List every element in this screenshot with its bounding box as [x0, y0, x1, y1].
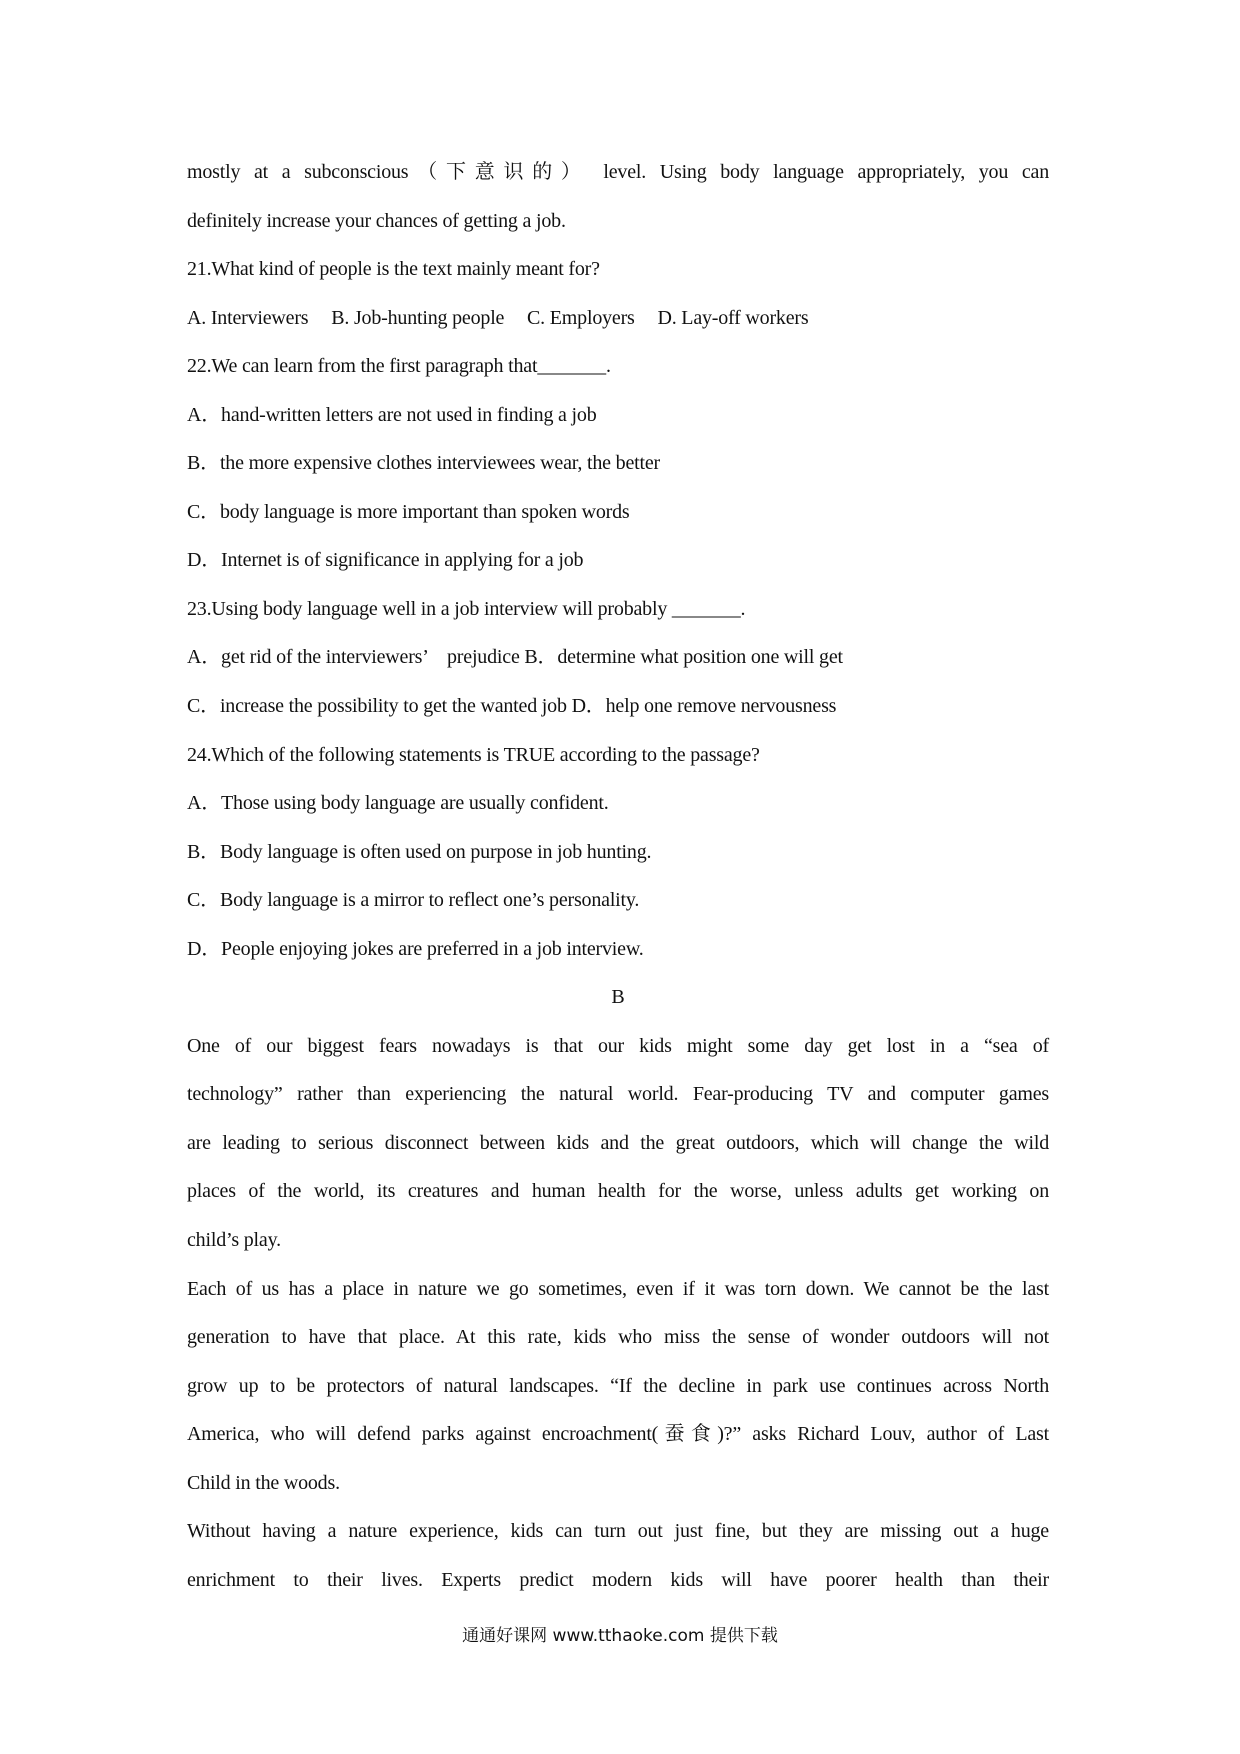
option-c: C. Employers [527, 306, 635, 329]
option-a: A．hand-written letters are not used in finding a job [187, 403, 597, 426]
options-c-d: C．increase the possibility to get the wanted job D．help one remove nervousness [187, 695, 837, 718]
paragraph-line: Child in the woods. [187, 1471, 340, 1494]
question-24-stem: 24.Which of the following statements is TRUE according to the passage? [187, 743, 760, 766]
paragraph-line: Each of us has a place in nature we go sometimes, even if it was torn down. We cannot be the last [187, 1277, 1049, 1300]
passage-a-line: mostly at a subconscious（下意识的） level. Using body language appropriately, you can [187, 161, 1049, 183]
section-title: B [611, 986, 625, 1009]
paragraph-line: are leading to serious disconnect between kids and the great outdoors, which will change the wild [187, 1131, 1049, 1154]
document-page [187, 155, 1049, 1611]
option-b: B．the more expensive clothes interviewees wear, the better [187, 452, 660, 475]
option-b: B. Job-hunting people [331, 306, 505, 329]
paragraph-line: generation to have that place. At this rate, kids who miss the sense of wonder outdoors will not [187, 1326, 1049, 1349]
option-b: B．Body language is often used on purpose in job hunting. [187, 840, 652, 863]
option-d: D．People enjoying jokes are preferred in a job interview. [187, 937, 644, 960]
option-a: A. Interviewers [187, 306, 309, 329]
paragraph-line: technology” rather than experiencing the natural world. Fear-producing TV and computer games [187, 1083, 1049, 1106]
question-21-stem: 21.What kind of people is the text mainly meant for? [187, 258, 600, 281]
paragraph-line: One of our biggest fears nowadays is that our kids might some day get lost in a “sea of [187, 1034, 1049, 1057]
paragraph-line: places of the world, its creatures and human health for the worse, unless adults get working on [187, 1180, 1049, 1203]
option-a: A．Those using body language are usually confident. [187, 792, 609, 815]
option-c: C．body language is more important than spoken words [187, 500, 630, 523]
question-22-stem: 22.We can learn from the first paragraph that_______. [187, 355, 611, 378]
options-a-b: A．get rid of the interviewers’ prejudice B．determine what position one will get [187, 646, 843, 669]
option-d: D．Internet is of significance in applying for a job [187, 549, 584, 572]
paragraph-line: America, who will defend parks against encroachment(蚕食)?” asks Richard Louv, author of Last [187, 1423, 1049, 1446]
option-c: C．Body language is a mirror to reflect one’s personality. [187, 889, 640, 912]
footer-watermark: 通通好课网 www.tthaoke.com 提供下载 [462, 1626, 778, 1646]
passage-a-line: definitely increase your chances of getting a job. [187, 209, 566, 232]
paragraph-line: child’s play. [187, 1229, 281, 1252]
question-23-stem: 23.Using body language well in a job interview will probably _______. [187, 597, 746, 620]
option-d: D. Lay-off workers [657, 306, 809, 329]
paragraph-line: Without having a nature experience, kids can turn out just fine, but they are missing out a huge [187, 1520, 1049, 1543]
paragraph-line: grow up to be protectors of natural landscapes. “If the decline in park use continues across North [187, 1374, 1049, 1397]
paragraph-line: enrichment to their lives. Experts predict modern kids will have poorer health than their [187, 1568, 1049, 1591]
question-21-options [187, 301, 1049, 350]
